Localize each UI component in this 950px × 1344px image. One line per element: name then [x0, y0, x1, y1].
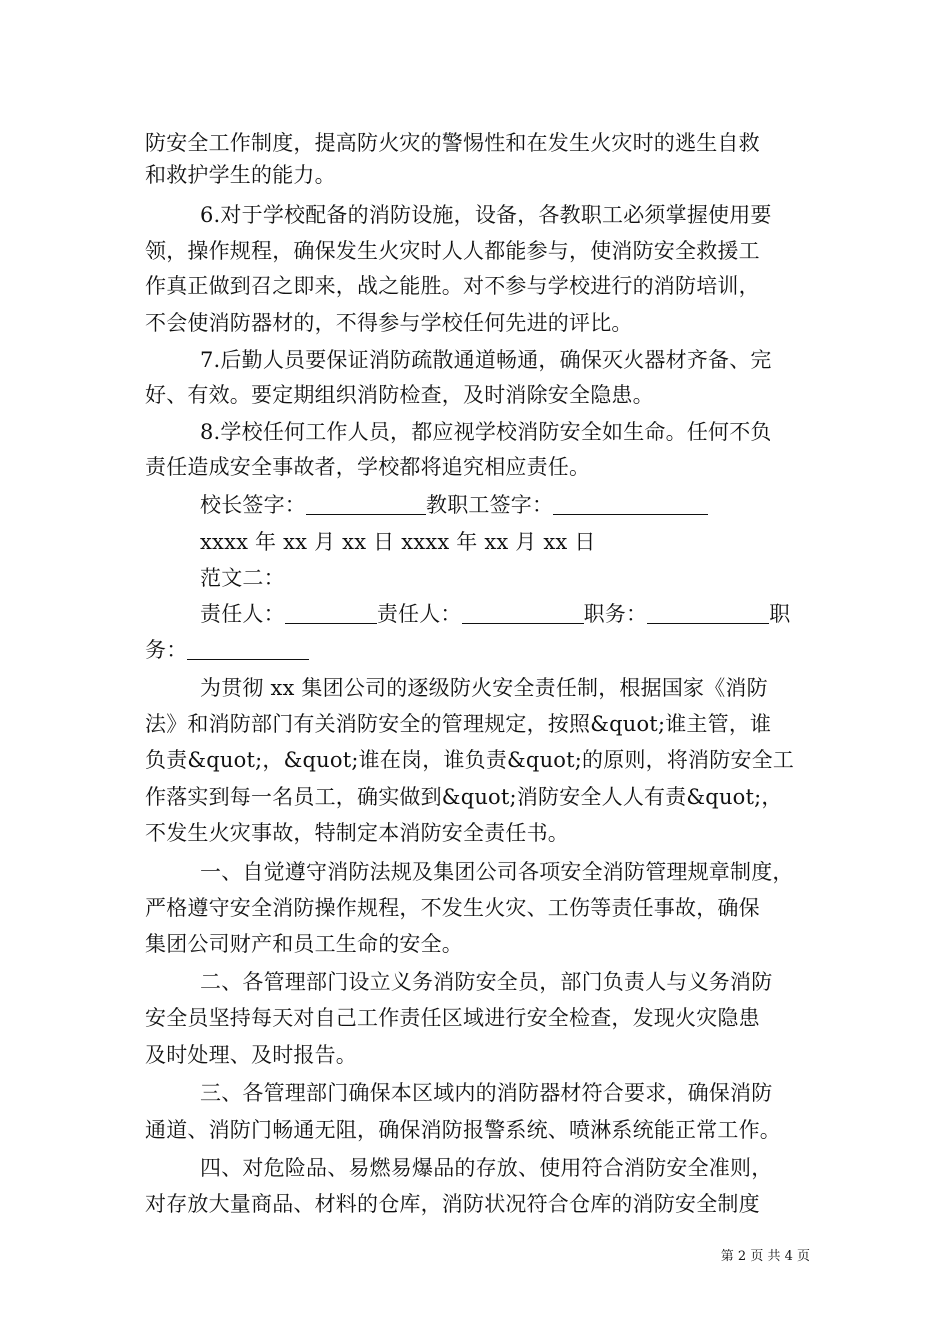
text-line: 安全员坚持每天对自己工作责任区域进行安全检查，发现火灾隐患: [145, 1006, 760, 1030]
staff-signature-blank: [553, 496, 708, 515]
text-line: 四、对危险品、易燃易爆品的存放、使用符合消防安全准则，: [200, 1156, 773, 1180]
principal-signature-label: 校长签字：: [200, 493, 306, 517]
text-line: 及时处理、及时报告。: [145, 1043, 357, 1067]
text-line: 和救护学生的能力。: [145, 163, 336, 187]
position-blank: [187, 641, 309, 660]
signature-line: [200, 490, 880, 520]
text-line: 防安全工作制度，提高防火灾的警惕性和在发生火灾时的逃生自救: [145, 131, 760, 155]
text-line: 一、自觉遵守消防法规及集团公司各项安全消防管理规章制度，: [200, 860, 794, 884]
responsibility-line-continued: [145, 635, 825, 665]
responsible-person-label: 责任人：: [200, 602, 285, 626]
page-number: 第 2 页 共 4 页: [720, 1249, 810, 1264]
text-line: 不会使消防器材的，不得参与学校任何先进的评比。: [145, 311, 633, 335]
text-line: 8.学校任何工作人员，都应视学校消防安全如生命。任何不负: [200, 420, 772, 444]
text-line: 6.对于学校配备的消防设施，设备，各教职工必须掌握使用要: [200, 203, 772, 227]
text-line: 不发生火灾事故，特制定本消防安全责任书。: [145, 821, 569, 845]
text-line: 好、有效。要定期组织消防检查，及时消除安全隐患。: [145, 383, 654, 407]
text-line: 集团公司财产和员工生命的安全。: [145, 932, 463, 956]
responsibility-line: [200, 599, 880, 629]
section-heading: 范文二：: [200, 566, 285, 590]
text-line: 领，操作规程，确保发生火灾时人人都能参与，使消防安全救援工: [145, 239, 760, 263]
text-line: 法》和消防部门有关消防安全的管理规定，按照&quot;谁主管，谁: [145, 712, 772, 736]
text-line: 7.后勤人员要保证消防疏散通道畅通，确保灭火器材齐备、完: [200, 348, 772, 372]
principal-signature-blank: [306, 496, 426, 515]
text-line: 负责&quot;，&quot;谁在岗，谁负责&quot;的原则，将消防安全工: [145, 748, 795, 772]
text-line: 三、各管理部门确保本区域内的消防器材符合要求，确保消防: [200, 1081, 773, 1105]
responsible-person-blank: [462, 605, 584, 624]
text-line: 二、各管理部门设立义务消防安全员，部门负责人与义务消防: [200, 970, 773, 994]
position-label: 职务：: [583, 602, 648, 626]
text-line: 为贯彻 xx 集团公司的逐级防火安全责任制，根据国家《消防: [200, 676, 768, 700]
staff-signature-label: 教职工签字：: [426, 493, 554, 517]
text-line: 责任造成安全事故者，学校都将追究相应责任。: [145, 455, 591, 479]
date-line: xxxx 年 xx 月 xx 日 xxxx 年 xx 月 xx 日: [200, 530, 596, 554]
position-blank: [647, 605, 769, 624]
responsible-person-label: 责任人：: [376, 602, 462, 626]
text-line: 作落实到每一名员工，确实做到&quot;消防安全人人有责&quot;，: [145, 785, 783, 809]
text-line: 严格遵守安全消防操作规程，不发生火灾、工伤等责任事故，确保: [145, 896, 760, 920]
text-line: 作真正做到召之即来，战之能胜。对不参与学校进行的消防培训，: [145, 274, 760, 298]
position-label-part: 务：: [145, 638, 188, 662]
text-line: 通道、消防门畅通无阻，确保消防报警系统、喷淋系统能正常工作。: [145, 1118, 781, 1142]
text-line: 对存放大量商品、材料的仓库，消防状况符合仓库的消防安全制度: [145, 1192, 760, 1216]
position-label-part: 职: [769, 602, 791, 626]
responsible-person-blank: [285, 605, 377, 624]
